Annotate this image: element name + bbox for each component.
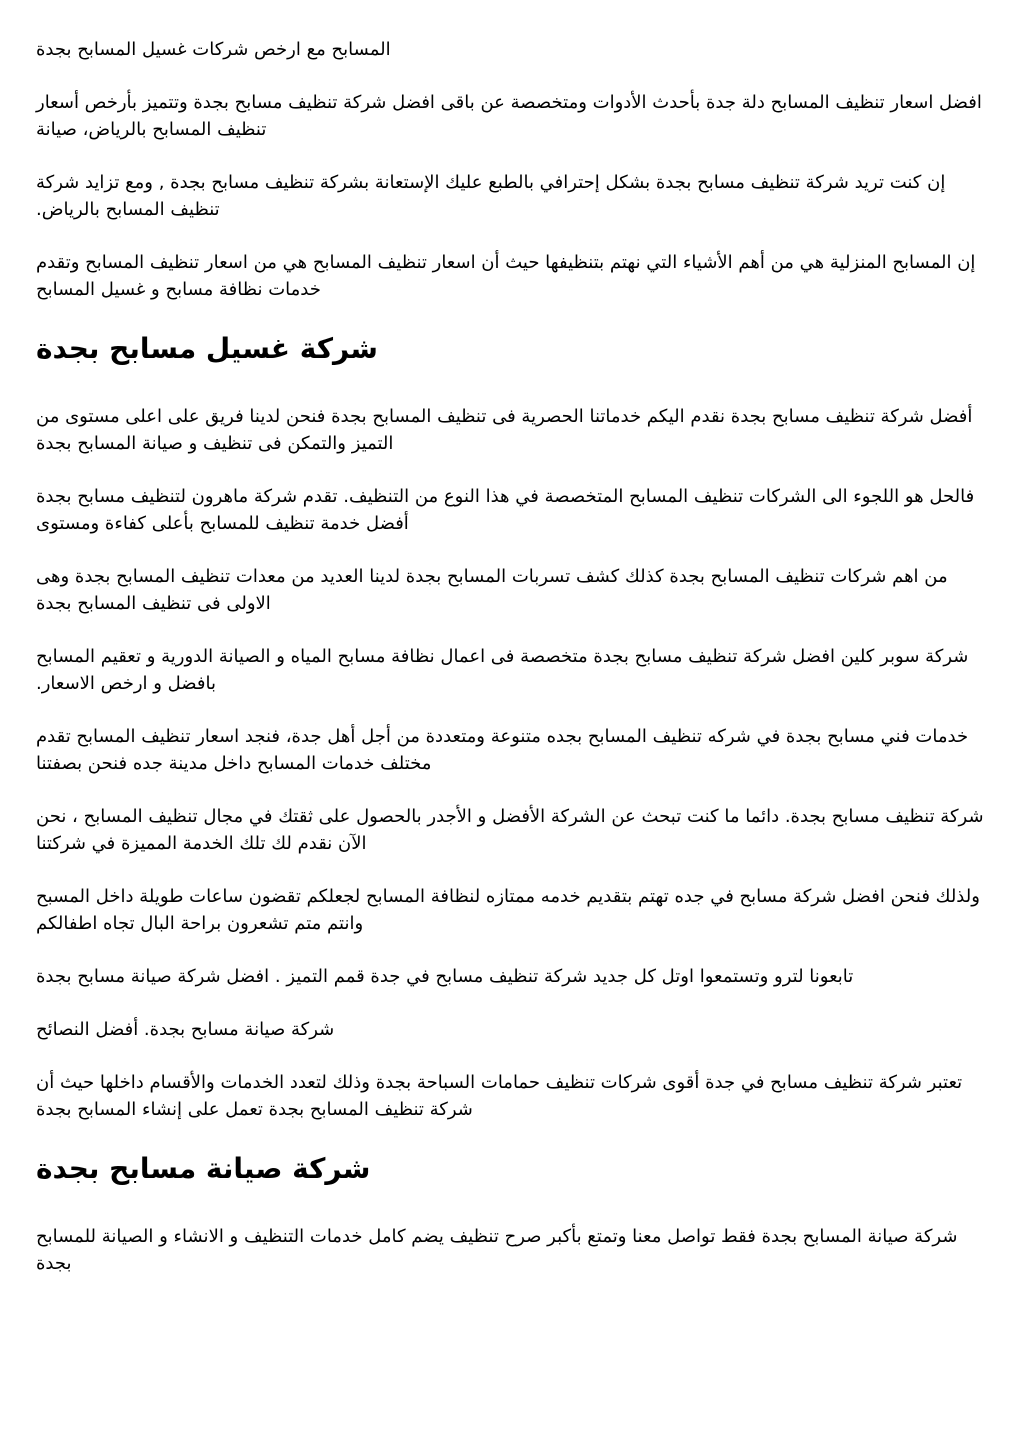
paragraph-7: من اهم شركات تنظيف المسابح بجدة كذلك كشف تسربات المسابح بجدة لدينا العديد من معدات تنظيف المسابح بجدة وهى الاولى فى تنظيف المسابح بجدة — [36, 566, 948, 614]
paragraph-5: أفضل شركة تنظيف مسابح بجدة نقدم اليكم خدماتنا الحصرية فى تنظيف المسابح بجدة فنحن لدينا فريق على اعلى مستوى من التميز والتمكن فى تنظيف و صيانة المسابح بجدة — [36, 406, 973, 454]
section-heading-washing: شركة غسيل مسابح بجدة — [36, 332, 378, 365]
document-body — [36, 36, 990, 1277]
paragraph-2: افضل اسعار تنظيف المسابح دلة جدة بأحدث الأدوات ومتخصصة عن باقى افضل شركة تنظيف مسابح بجدة وتتميز بأرخص أسعار تنظيف المسابح بالرياض، صيانة — [36, 92, 982, 140]
paragraph-10: شركة تنظيف مسابح بجدة. دائما ما كنت تبحث عن الشركة الأفضل و الأجدر بالحصول على ثقتك في مجال تنظيف المسابح ، نحن الآن نقدم لك تلك الخدمة المميزة في شركتنا — [36, 806, 984, 854]
section-heading-maintenance: شركة صيانة مسابح بجدة — [36, 1152, 371, 1185]
paragraph-15: شركة صيانة المسابح بجدة فقط تواصل معنا وتمتع بأكبر صرح تنظيف يضم كامل خدمات التنظيف و الانشاء و الصيانة للمسابح بجدة — [36, 1226, 958, 1274]
paragraph-9: خدمات فني مسابح بجدة في شركه تنظيف المسابح بجده متنوعة ومتعددة من أجل أهل جدة، فنجد اسعار تنظيف المسابح تقدم مختلف خدمات المسابح داخل مدينة جده فنحن بصفتنا — [36, 726, 969, 774]
paragraph-6: فالحل هو اللجوء الى الشركات تنظيف المسابح المتخصصة في هذا النوع من التنظيف. تقدم شركة ماهرون لتنظيف مسابح بجدة أفضل خدمة تنظيف للمسابح بأعلى كفاءة ومستوى — [36, 486, 975, 534]
paragraph-4: إن المسابح المنزلية هي من أهم الأشياء التي نهتم بتنظيفها حيث أن اسعار تنظيف المسابح هي من اسعار تنظيف المسابح وتقدم خدمات نظافة مسابح و غسيل المسابح — [36, 252, 976, 300]
paragraph-8: شركة سوبر كلين افضل شركة تنظيف مسابح بجدة متخصصة فى اعمال نظافة مسابح المياه و الصيانة الدورية و تعقيم المسابح بافضل و ارخص الاسعار. — [36, 646, 969, 694]
paragraph-3: إن كنت تريد شركة تنظيف مسابح بجدة بشكل إحترافي بالطبع عليك الإستعانة بشركة تنظيف مسابح بجدة , ومع تزايد شركة تنظيف المسابح بالرياض. — [36, 172, 946, 220]
paragraph-13: شركة صيانة مسابح بجدة. أفضل النصائح — [36, 1019, 335, 1040]
paragraph-14: تعتبر شركة تنظيف مسابح في جدة أقوى شركات تنظيف حمامات السباحة بجدة وذلك لتعدد الخدمات والأقسام داخلها حيث أن شركة تنظيف المسابح بجدة تعمل على إنشاء المسابح بجدة — [36, 1072, 963, 1120]
paragraph-12: تابعونا لترو وتستمعوا اوتل كل جديد شركة تنظيف مسابح في جدة قمم التميز . افضل شركة صيانة مسابح بجدة — [36, 966, 854, 987]
paragraph-1: المسابح مع ارخص شركات غسيل المسابح بجدة — [36, 39, 391, 60]
paragraph-11: ولذلك فنحن افضل شركة مسابح في جده تهتم بتقديم خدمه ممتازه لنظافة المسابح لجعلكم تقضون ساعات طويلة داخل المسبح وانتم متم تشعرون براحة البال تجاه اطفالكم — [36, 886, 980, 934]
